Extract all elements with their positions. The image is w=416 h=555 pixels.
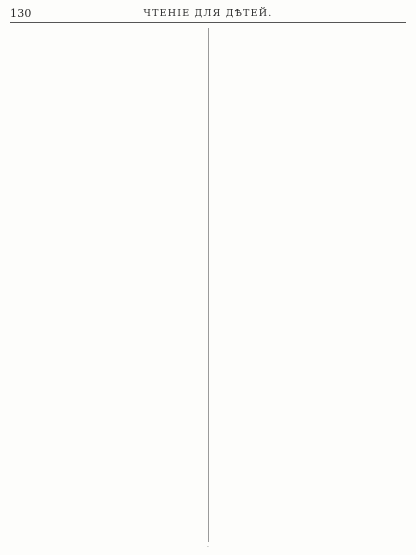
left-column-line <box>10 122 202 136</box>
left-column-line <box>10 162 202 176</box>
right-column-line <box>214 392 406 406</box>
left-column-line <box>10 149 202 163</box>
right-column-line <box>214 243 406 257</box>
left-column-line <box>10 27 202 41</box>
right-column-line <box>214 459 406 473</box>
left-column-line <box>10 365 202 379</box>
header-rule <box>10 22 406 23</box>
left-column-line <box>10 378 202 392</box>
right-column-line <box>214 270 406 284</box>
left-column-line <box>10 135 202 149</box>
right-column-line <box>214 311 406 325</box>
right-column-line <box>214 257 406 271</box>
left-column-line <box>10 513 202 527</box>
right-column-line <box>214 122 406 136</box>
right-column-line <box>214 378 406 392</box>
left-column-line <box>10 243 202 257</box>
left-column-line <box>10 432 202 446</box>
left-column-line <box>10 230 202 244</box>
right-column-line <box>214 432 406 446</box>
left-column-line <box>10 351 202 365</box>
left-column-line <box>10 216 202 230</box>
right-column-line <box>214 351 406 365</box>
right-column-line <box>214 68 406 82</box>
right-column-line <box>214 513 406 527</box>
right-column-line <box>214 54 406 68</box>
left-column-line <box>10 176 202 190</box>
right-column-line <box>214 230 406 244</box>
left-column-line <box>10 311 202 325</box>
left-column-line <box>10 500 202 514</box>
right-column-line <box>214 189 406 203</box>
left-column-line <box>10 324 202 338</box>
left-column-line <box>10 486 202 500</box>
left-column-line <box>10 270 202 284</box>
left-column-line <box>10 405 202 419</box>
right-column-line <box>214 149 406 163</box>
right-column-line <box>214 176 406 190</box>
right-text-column <box>214 27 406 543</box>
right-column-line <box>214 27 406 41</box>
left-column-line <box>10 473 202 487</box>
right-column-line <box>214 405 406 419</box>
running-title: ЧТЕНІЕ ДЛЯ ДѢТЕЙ. <box>143 8 273 19</box>
right-column-line <box>214 446 406 460</box>
right-column-line <box>214 81 406 95</box>
footer-dot-mark: · <box>207 544 209 551</box>
column-divider <box>208 28 209 542</box>
right-column-line <box>214 486 406 500</box>
left-column-line <box>10 392 202 406</box>
left-column-line <box>10 68 202 82</box>
left-column-line <box>10 459 202 473</box>
left-text-column <box>10 27 202 543</box>
page-number: 130 <box>10 7 32 20</box>
left-column-line <box>10 257 202 271</box>
right-column-line <box>214 203 406 217</box>
left-column-line <box>10 419 202 433</box>
right-column-line <box>214 365 406 379</box>
left-column-line <box>10 338 202 352</box>
right-column-line <box>214 135 406 149</box>
left-column-line <box>10 527 202 541</box>
right-column-line <box>214 500 406 514</box>
left-column-line <box>10 284 202 298</box>
left-column-line <box>10 297 202 311</box>
right-column-line <box>214 324 406 338</box>
right-column-line <box>214 216 406 230</box>
left-column-line <box>10 189 202 203</box>
right-column-line <box>214 162 406 176</box>
right-column-line <box>214 41 406 55</box>
right-column-line <box>214 108 406 122</box>
left-column-line <box>10 203 202 217</box>
left-column-line <box>10 108 202 122</box>
right-column-line <box>214 338 406 352</box>
right-column-line <box>214 419 406 433</box>
left-column-line <box>10 95 202 109</box>
left-column-line <box>10 54 202 68</box>
left-column-line <box>10 41 202 55</box>
page-header <box>10 6 406 22</box>
right-column-line <box>214 297 406 311</box>
right-column-line <box>214 284 406 298</box>
right-column-line <box>214 527 406 541</box>
right-column-line <box>214 95 406 109</box>
left-column-line <box>10 446 202 460</box>
left-column-line <box>10 81 202 95</box>
right-column-line <box>214 473 406 487</box>
